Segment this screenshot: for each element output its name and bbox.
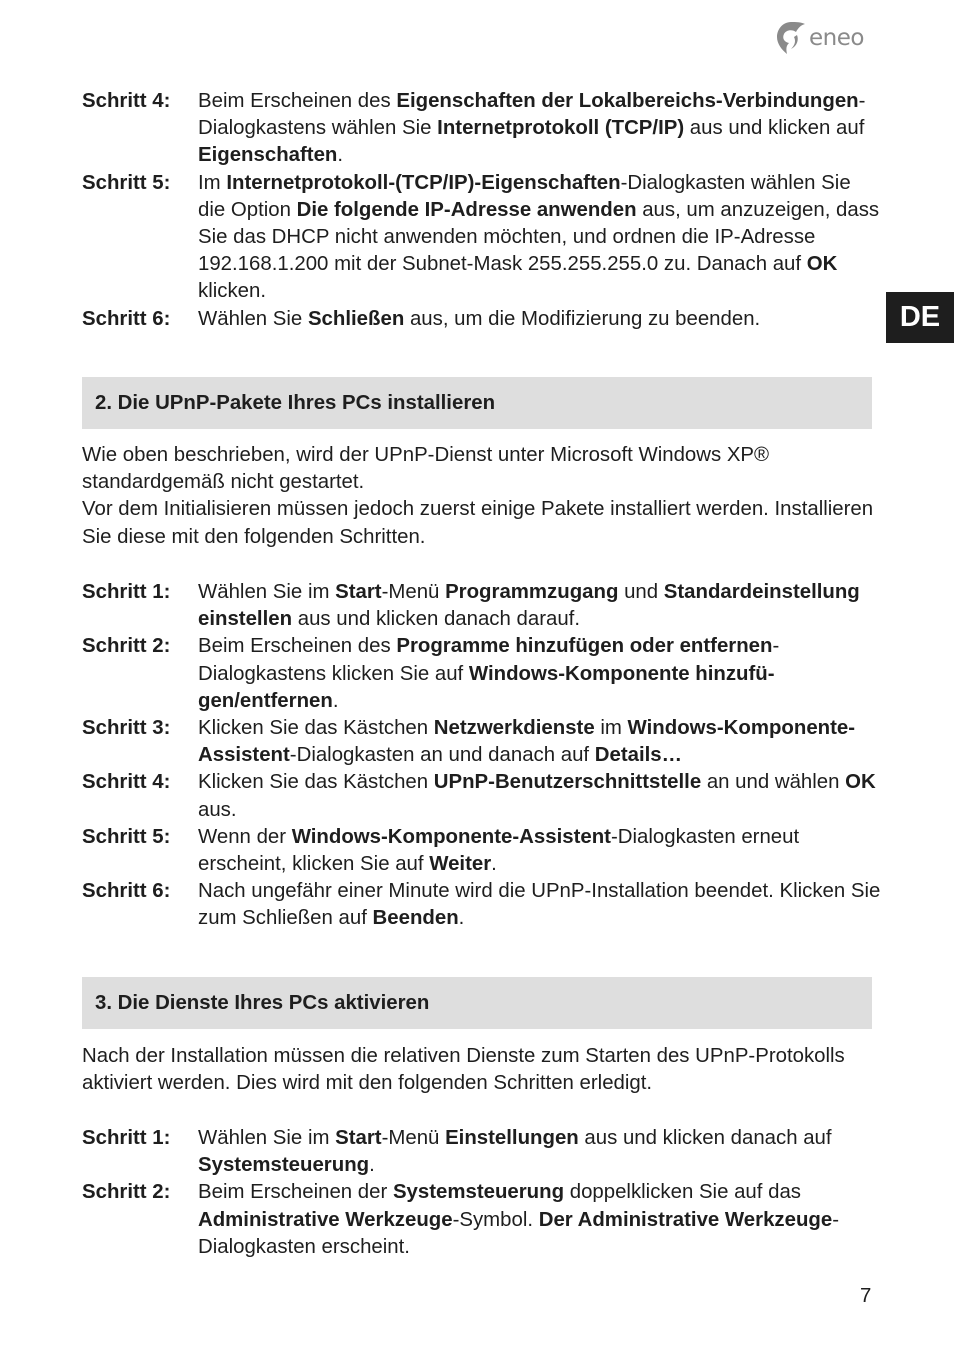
page-number: 7 [860,1285,872,1307]
emphasis: Start [335,1127,382,1149]
step-item [82,1179,882,1261]
step-text: Wenn der Windows-Komponente-Assistent-Dialogkasten erneut erscheint, klicken Sie auf Weiter. [198,825,800,876]
emphasis: OK [806,253,838,276]
step-label: Schritt 5: [82,171,171,194]
step-text: Wählen Sie im Start-Menü Einstellungen aus und klicken danach auf Systemsteuerung. [198,1127,832,1177]
step-label: Schritt 6: [82,880,171,903]
emphasis: Windows-Komponente-Assistent [198,717,856,767]
step-label: Schritt 4: [82,90,171,112]
emphasis: UPnP-Benutzerschnittstelle [433,771,702,794]
step-item [82,878,882,932]
emphasis: Administrative Werkzeuge [198,1208,453,1231]
section-2-heading: 2. Die UPnP-Pakete Ihres PCs installieren [82,377,872,429]
emphasis: Beenden [372,907,459,930]
step-text: Beim Erscheinen der Systemsteuerung doppelklicken Sie auf das Administrative Werkzeuge-Symbol. Der Administrative Werkzeuge-Dialogkasten erscheint. [198,1181,840,1258]
step-item [82,88,882,170]
step-text: Nach ungefähr einer Minute wird die UPnP-Installation beendet. Klicken Sie zum Schließen auf Beenden. [198,880,881,930]
emphasis: Der Administrative Werkzeuge [538,1208,833,1231]
top-steps-list [82,88,882,333]
step-text: Klicken Sie das Kästchen Netzwerkdienste im Windows-Komponente-Assistent-Dialogkasten an und danach auf Details… [198,717,856,767]
step-label: Schritt 4: [82,771,171,794]
step-item [82,824,882,878]
eneo-logo-icon [776,20,806,56]
language-tab: DE [886,292,954,343]
logo-text: eneo [809,25,864,51]
emphasis: Schließen [307,307,405,330]
emphasis: Programme hinzufügen oder entfernen [396,635,773,658]
step-label: Schritt 3: [82,717,171,740]
emphasis: OK [845,771,876,794]
step-label: Schritt 1: [82,581,171,603]
step-item [82,715,882,769]
section-2-intro: Wie oben beschrieben, wird der UPnP-Dienst unter Microsoft Windows XP® standardgemäß nicht gestartet. Vor dem Initialisieren müssen jedoch zuerst einige Pakete installiert werden. Installieren Sie diese mit den folgenden Schritten. [82,444,874,548]
step-label: Schritt 1: [82,1127,171,1149]
section-2-steps-list [82,579,882,933]
section-3-intro: Nach der Installation müssen die relativen Dienste zum Starten des UPnP-Protokolls aktiviert werden. Dies wird mit den folgenden Schritten erledigt. [82,1045,845,1095]
step-item [82,769,882,823]
step-text: Wählen Sie im Start-Menü Programmzugang und Standardeinstellung einstellen aus und klicken danach darauf. [198,581,860,631]
emphasis: Internetprotokoll (TCP/IP) [437,117,685,140]
step-item [82,579,882,633]
step-item [82,633,882,715]
emphasis: Die folgende IP-Adresse anwenden [296,198,637,221]
eneo-logo [776,18,864,58]
emphasis: Details… [594,744,683,767]
step-label: Schritt 2: [82,635,171,658]
step-label: Schritt 5: [82,825,171,848]
emphasis: Weiter [429,853,492,876]
step-label: Schritt 6: [82,307,171,330]
section-3-heading: 3. Die Dienste Ihres PCs aktivieren [82,977,872,1029]
emphasis: Netzwerkdienste [433,717,595,740]
step-item [82,170,882,306]
emphasis: Systemsteuerung [392,1181,565,1204]
emphasis: Start [335,581,382,603]
emphasis: Windows-Komponente hinzufügen/entfernen [198,662,775,712]
step-text: Beim Erscheinen des Eigenschaften der Lokalbereichs-Verbindungen-Dialogkastens wählen Sie Internetprotokoll (TCP/IP) aus und klicken auf Eigenschaften. [198,90,866,167]
section-3-steps-list [82,1125,882,1261]
emphasis: Internetprotokoll-(TCP/IP)-Eigenschaften [226,171,621,194]
step-text: Im Internetprotokoll-(TCP/IP)-Eigenschaften-Dialogkasten wählen Sie die Option Die folgende IP-Adresse anwenden aus, um anzuzeigen, dass Sie das DHCP nicht anwenden möchten, und ordnen die IP-Adresse 192.168.1.200 mit der Subnet-Mask 255.255.255.0 zu. Danach auf OK klicken. [198,171,880,303]
step-item [82,306,882,333]
emphasis: Systemsteuerung [198,1154,370,1177]
step-text: Beim Erscheinen des Programme hinzufügen oder entfernen-Dialogkastens klicken Sie auf Windows-Komponente hinzufügen/entfernen. [198,635,780,712]
emphasis: Windows-Komponente-Assistent [291,825,611,848]
step-text: Klicken Sie das Kästchen UPnP-Benutzerschnittstelle an und wählen OK aus. [198,771,876,821]
emphasis: Einstellungen [445,1127,579,1149]
step-item [82,1125,882,1179]
emphasis: Eigenschaften [198,144,338,167]
step-label: Schritt 2: [82,1181,171,1204]
emphasis: Programmzugang [445,581,619,603]
emphasis: Eigenschaften der Lokalbereichs-Verbindungen [396,90,859,112]
step-text: Wählen Sie Schließen aus, um die Modifizierung zu beenden. [198,307,761,330]
emphasis: Standardeinstellung einstellen [198,581,860,631]
